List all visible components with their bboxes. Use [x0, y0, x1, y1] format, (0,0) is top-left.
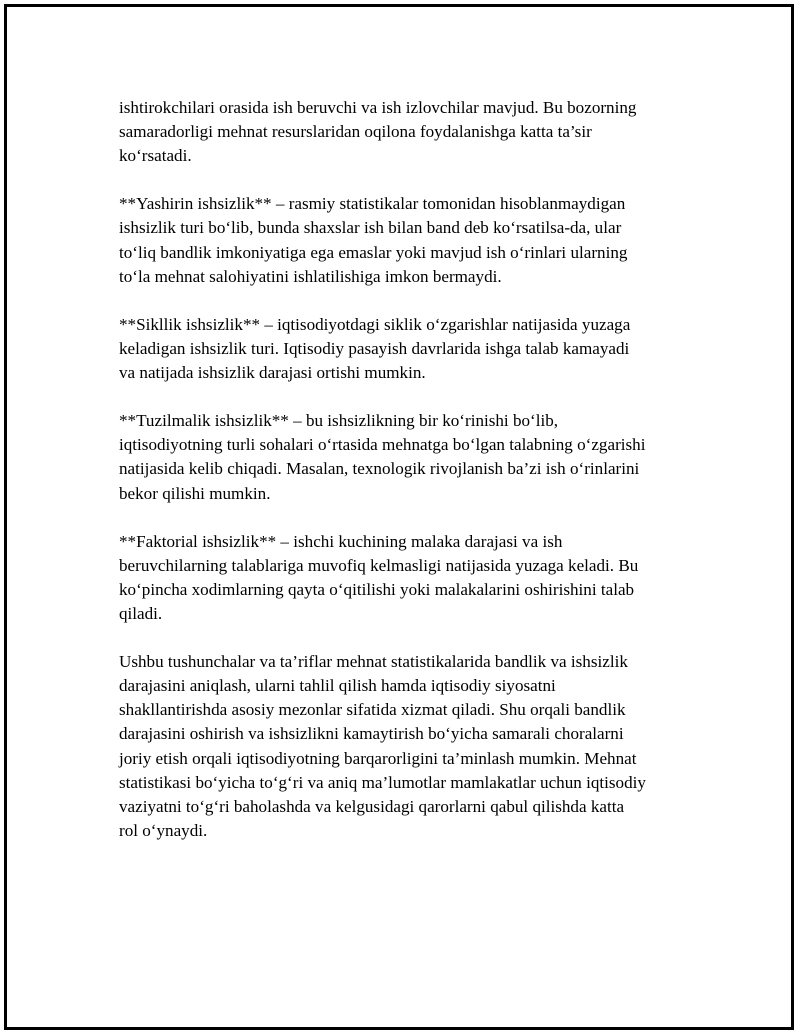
- text-line: natijasida kelib chiqadi. Masalan, texnologik rivojlanish ba’zi ish o‘rinlarini: [119, 459, 640, 479]
- text-line: qiladi.: [119, 603, 163, 623]
- document-body: [119, 96, 709, 867]
- text-line: darajasini oshirish va ishsizlikni kamaytirish bo‘yicha samarali choralarni: [119, 724, 624, 744]
- paragraph-cyclical-unemployment: [119, 313, 709, 385]
- text-line: **Faktorial ishsizlik** – ishchi kuchining malaka darajasi va ish: [119, 531, 563, 551]
- text-line: statistikasi bo‘yicha to‘g‘ri va aniq ma’lumotlar mamlakatlar uchun iqtisodiy: [119, 772, 646, 792]
- paragraph-factorial-unemployment: [119, 530, 709, 626]
- text-line: to‘la mehnat salohiyatini ishlatilishiga imkon bermaydi.: [119, 266, 502, 286]
- paragraph-conclusion: [119, 650, 709, 843]
- text-line: **Yashirin ishsizlik** – rasmiy statistikalar tomonidan hisoblanmaydigan: [119, 194, 626, 214]
- text-line: keladigan ishsizlik turi. Iqtisodiy pasayish davrlarida ishga talab kamayadi: [119, 338, 630, 358]
- document-page: [4, 4, 794, 1030]
- text-line: va natijada ishsizlik darajasi ortishi mumkin.: [119, 363, 426, 383]
- text-line: **Tuzilmalik ishsizlik** – bu ishsizlikning bir ko‘rinishi bo‘lib,: [119, 411, 559, 431]
- paragraph-hidden-unemployment: [119, 192, 709, 288]
- text-line: beruvchilarning talablariga muvofiq kelmasligi natijasida yuzaga keladi. Bu: [119, 555, 639, 575]
- paragraph-structural-unemployment: [119, 409, 709, 505]
- text-line: Ushbu tushunchalar va ta’riflar mehnat statistikalarida bandlik va ishsizlik: [119, 652, 628, 672]
- text-line: joriy etish orqali iqtisodiyotning barqarorligini ta’minlash mumkin. Mehnat: [119, 748, 637, 768]
- text-line: vaziyatni to‘g‘ri baholashda va kelgusidagi qarorlarni qabul qilishda katta: [119, 796, 625, 816]
- text-line: ishsizlik turi bo‘lib, bunda shaxslar ish bilan band deb ko‘rsatilsa-da, ular: [119, 218, 622, 238]
- text-line: rol o‘ynaydi.: [119, 820, 208, 840]
- text-line: ko‘rsatadi.: [119, 146, 192, 166]
- text-line: bekor qilishi mumkin.: [119, 483, 271, 503]
- text-line: **Sikllik ishsizlik** – iqtisodiyotdagi siklik o‘zgarishlar natijasida yuzaga: [119, 314, 631, 334]
- text-line: iqtisodiyotning turli sohalari o‘rtasida mehnatga bo‘lgan talabning o‘zgarishi: [119, 435, 646, 455]
- text-line: ishtirokchilari orasida ish beruvchi va ish izlovchilar mavjud. Bu bozorning: [119, 98, 637, 117]
- text-line: samaradorligi mehnat resurslaridan oqilona foydalanishga katta ta’sir: [119, 122, 592, 142]
- text-line: shakllantirishda asosiy mezonlar sifatida xizmat qiladi. Shu orqali bandlik: [119, 700, 626, 720]
- text-line: darajasini aniqlash, ularni tahlil qilish hamda iqtisodiy siyosatni: [119, 676, 556, 696]
- text-line: ko‘pincha xodimlarning qayta o‘qitilishi yoki malakalarini oshirishini talab: [119, 579, 635, 599]
- paragraph-labor-market-participants: [119, 96, 709, 168]
- text-line: to‘liq bandlik imkoniyatiga ega emaslar yoki mavjud ish o‘rinlari ularning: [119, 242, 628, 262]
